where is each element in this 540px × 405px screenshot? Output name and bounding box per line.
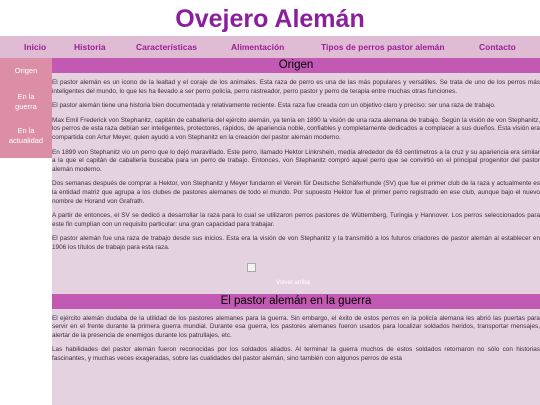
paragraph: El pastor alemán tiene una historia bien documentada y relativamente reciente. Esta raza fue creada con un objetivo claro y preciso: ser una raza de trabajo. — [52, 102, 496, 110]
paragraph: El pastor alemán fue una raza de trabajo desde sus inicios. Esta era la visión de von Stephanitz y la transmitió a los futuros criadores de pastor alemán al establecer en 1906 los títulos de trabajo para esta raza. — [52, 235, 540, 251]
section-guerra-body — [52, 309, 540, 364]
broken-image-icon — [247, 263, 256, 272]
section-heading-guerra: El pastor alemán en la guerra — [52, 294, 540, 309]
paragraph: El pastor alemán es un icono de la lealtad y el coraje de los animales. Esta raza de perro es una de las más populares y versátiles. Se trata de uno de los perros más inteligentes del mundo, lo que les ha llevado a ser perro policía, perro rastreador, perro pastor y perro de terapia entre muchas otras funciones. — [52, 79, 540, 95]
nav-link-alimentacion[interactable]: Alimentación — [231, 42, 285, 52]
section-origen-body — [52, 73, 540, 286]
paragraph: El ejército alemán dudaba de la utilidad de los pastores alemanes para la guerra. Sin embargo, el éxito de estos perros en la policía alemana les abrió las puertas para servir en el frente durante la primera guerra mundial. Durante esa guerra, los pastores alemanes fueron usados para localizar soldados heridos, transportar mensajes, alertar de la presencia de enemigos durante los patrullajes, etc. — [52, 314, 540, 339]
paragraph: Dos semanas después de comprar a Hektor, von Stephanitz y Meyer fundaron el Verein für Deutsche Schäferhunde (SV) que fue el primer club de la raza y actualmente es la entidad matriz que agrupa a los clubes de pastores alemanes de todo el mundo. Por supuesto Hektor fue el primer perro registrado en ese club, aunque bajo el nuevo nombre de Horand von Grafrath. — [52, 180, 540, 205]
paragraph: Las habilidades del pastor alemán fueron reconocidas por los soldados aliados. Al terminar la guerra muchos de estos soldados retornaron no sólo con historias fascinantes, y muchas veces exageradas, sobre las cualidades del pastor alemán, sino también con algunos perros de esta — [52, 346, 540, 362]
side-navigation — [0, 58, 52, 158]
main-content — [52, 58, 540, 405]
sidebar-item-en-la-guerra[interactable]: En la guerra — [15, 92, 37, 111]
section-heading-origen: Origen — [52, 58, 540, 73]
nav-link-inicio[interactable]: Inicio — [24, 42, 47, 52]
sidebar-item-origen[interactable]: Origen — [14, 66, 38, 75]
nav-link-historia[interactable]: Historia — [74, 42, 106, 52]
nav-link-tipos[interactable]: Tipos de perros pastor alemán — [321, 42, 445, 52]
back-to-top-link[interactable]: Volver arriba — [276, 279, 310, 286]
back-to-top-block — [52, 259, 540, 286]
nav-link-caracteristicas[interactable]: Características — [136, 42, 197, 52]
sidebar-item-en-la-actualidad[interactable]: En la actualidad — [8, 126, 44, 145]
paragraph: En 1899 von Stephanitz vio un perro que lo dejó maravillado. Este perro, llamado Hektor Linkrshein, medía alrededor de 63 centímetros a la cruz y su apariencia era similar a la que el capitán de caballería buscaba para un perro de trabajo. Entonces, von Stephanitz compró aquel perro que se convirtió en el principal progenitor del pastor alemán moderno. — [52, 148, 540, 173]
nav-link-contacto[interactable]: Contacto — [479, 42, 516, 52]
top-navigation — [0, 36, 540, 58]
site-title: Ovejero Alemán — [175, 5, 365, 33]
paragraph: A partir de entonces, el SV se dedicó a desarrollar la raza para lo cual se utilizaron perros pastores de Wüttemberg, Turingia y Hannover. Los perros seleccionados para este fin cumplían con un requisito particular: una gran capacidad para trabajar. — [52, 212, 540, 228]
paragraph: Max Emil Frederick von Stephanitz, capitán de caballería del ejército alemán, ya tenía en 1890 la visión de una raza alemana de trabajo. Según la visión de von Stephanitz, los perros de esta raza debían ser inteligentes, protectores, rápidos, de apariencia noble, confiables y completamente dedicados a complacer a sus dueños. Esta visión era compartida con Artur Meyer, quien ayudó a von Stephanitz en la creación del pastor alemán moderno. — [52, 116, 540, 141]
